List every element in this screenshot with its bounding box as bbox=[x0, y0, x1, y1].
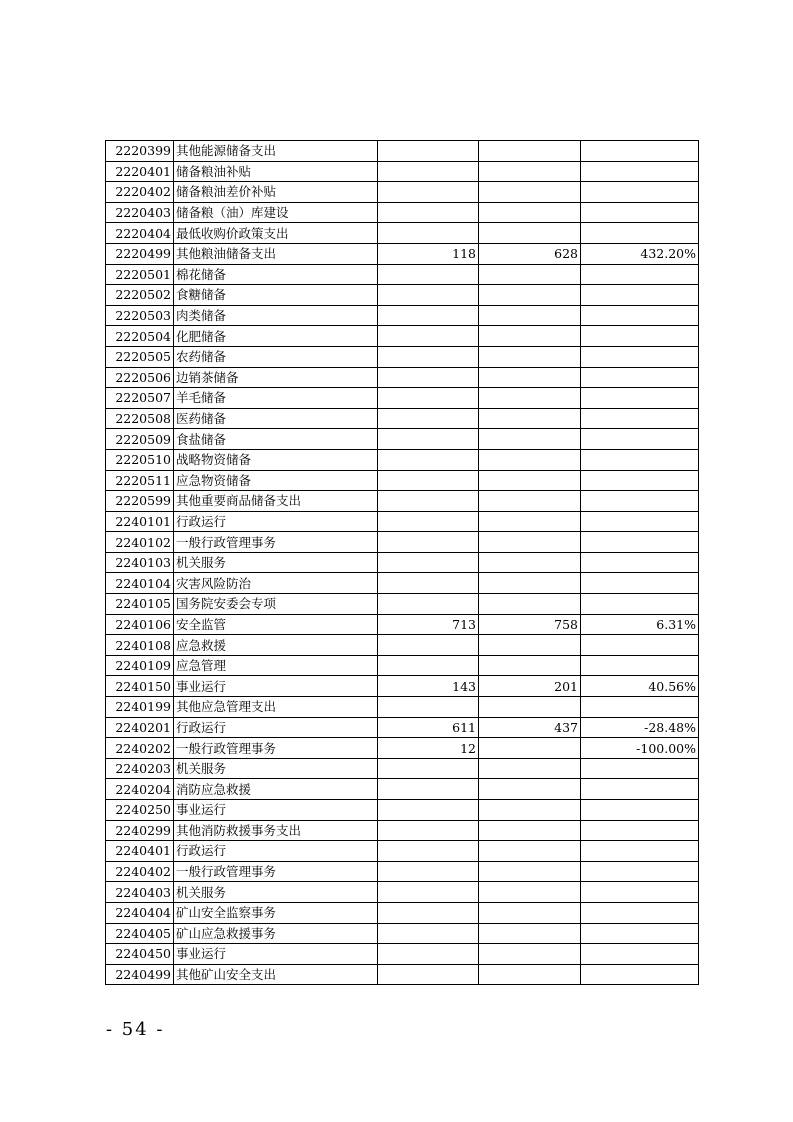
table-row bbox=[106, 635, 699, 656]
prior-year-value-cell bbox=[378, 697, 479, 718]
prior-year-value-cell bbox=[378, 491, 479, 512]
change-percent-cell: 6.31% bbox=[581, 614, 699, 635]
table-row bbox=[106, 676, 699, 697]
change-percent-cell bbox=[581, 902, 699, 923]
subject-name-cell: 一般行政管理事务 bbox=[174, 532, 378, 553]
table-row bbox=[106, 717, 699, 738]
prior-year-value-cell bbox=[378, 346, 479, 367]
subject-name-cell: 事业运行 bbox=[174, 676, 378, 697]
prior-year-value-cell bbox=[378, 594, 479, 615]
change-percent-cell: 40.56% bbox=[581, 676, 699, 697]
change-percent-cell bbox=[581, 841, 699, 862]
subject-code-cell: 2240450 bbox=[106, 944, 174, 965]
change-percent-cell bbox=[581, 923, 699, 944]
table-row bbox=[106, 511, 699, 532]
table-row bbox=[106, 738, 699, 759]
current-year-value-cell bbox=[479, 820, 581, 841]
subject-name-cell: 边销茶储备 bbox=[174, 367, 378, 388]
subject-name-cell: 最低收购价政策支出 bbox=[174, 223, 378, 244]
table-row bbox=[106, 346, 699, 367]
subject-code-cell: 2240402 bbox=[106, 861, 174, 882]
subject-name-cell: 行政运行 bbox=[174, 511, 378, 532]
table-row bbox=[106, 614, 699, 635]
current-year-value-cell bbox=[479, 367, 581, 388]
subject-name-cell: 消防应急救援 bbox=[174, 779, 378, 800]
change-percent-cell bbox=[581, 820, 699, 841]
subject-name-cell: 行政运行 bbox=[174, 717, 378, 738]
subject-code-cell: 2220501 bbox=[106, 264, 174, 285]
current-year-value-cell bbox=[479, 697, 581, 718]
subject-name-cell: 矿山应急救援事务 bbox=[174, 923, 378, 944]
change-percent-cell bbox=[581, 594, 699, 615]
prior-year-value-cell bbox=[378, 820, 479, 841]
change-percent-cell bbox=[581, 573, 699, 594]
current-year-value-cell bbox=[479, 285, 581, 306]
subject-code-cell: 2220504 bbox=[106, 326, 174, 347]
subject-name-cell: 食盐储备 bbox=[174, 429, 378, 450]
current-year-value-cell bbox=[479, 573, 581, 594]
subject-name-cell: 事业运行 bbox=[174, 800, 378, 821]
table-row bbox=[106, 388, 699, 409]
subject-code-cell: 2240404 bbox=[106, 902, 174, 923]
change-percent-cell bbox=[581, 882, 699, 903]
change-percent-cell bbox=[581, 285, 699, 306]
prior-year-value-cell bbox=[378, 655, 479, 676]
change-percent-cell bbox=[581, 388, 699, 409]
change-percent-cell bbox=[581, 305, 699, 326]
change-percent-cell bbox=[581, 944, 699, 965]
subject-name-cell: 机关服务 bbox=[174, 552, 378, 573]
table-row bbox=[106, 202, 699, 223]
subject-code-cell: 2240103 bbox=[106, 552, 174, 573]
table-row bbox=[106, 243, 699, 264]
subject-name-cell: 机关服务 bbox=[174, 882, 378, 903]
subject-code-cell: 2220511 bbox=[106, 470, 174, 491]
table-row bbox=[106, 223, 699, 244]
current-year-value-cell: 758 bbox=[479, 614, 581, 635]
current-year-value-cell bbox=[479, 552, 581, 573]
current-year-value-cell bbox=[479, 841, 581, 862]
table-row bbox=[106, 532, 699, 553]
subject-name-cell: 安全监管 bbox=[174, 614, 378, 635]
current-year-value-cell bbox=[479, 326, 581, 347]
change-percent-cell bbox=[581, 552, 699, 573]
prior-year-value-cell bbox=[378, 326, 479, 347]
prior-year-value-cell bbox=[378, 264, 479, 285]
change-percent-cell bbox=[581, 470, 699, 491]
prior-year-value-cell bbox=[378, 388, 479, 409]
prior-year-value-cell bbox=[378, 902, 479, 923]
subject-code-cell: 2220599 bbox=[106, 491, 174, 512]
table-row bbox=[106, 161, 699, 182]
subject-name-cell: 医药储备 bbox=[174, 408, 378, 429]
table-row bbox=[106, 367, 699, 388]
prior-year-value-cell bbox=[378, 141, 479, 162]
current-year-value-cell bbox=[479, 964, 581, 985]
current-year-value-cell bbox=[479, 635, 581, 656]
subject-name-cell: 储备粮油差价补贴 bbox=[174, 182, 378, 203]
change-percent-cell bbox=[581, 346, 699, 367]
prior-year-value-cell: 12 bbox=[378, 738, 479, 759]
current-year-value-cell bbox=[479, 408, 581, 429]
subject-code-cell: 2240150 bbox=[106, 676, 174, 697]
current-year-value-cell bbox=[479, 470, 581, 491]
table-body bbox=[106, 141, 699, 985]
subject-code-cell: 2240105 bbox=[106, 594, 174, 615]
subject-code-cell: 2240401 bbox=[106, 841, 174, 862]
current-year-value-cell bbox=[479, 388, 581, 409]
table-row bbox=[106, 902, 699, 923]
table-row bbox=[106, 964, 699, 985]
current-year-value-cell bbox=[479, 779, 581, 800]
current-year-value-cell bbox=[479, 511, 581, 532]
change-percent-cell bbox=[581, 697, 699, 718]
table-row bbox=[106, 491, 699, 512]
change-percent-cell bbox=[581, 429, 699, 450]
table-row bbox=[106, 141, 699, 162]
table-row bbox=[106, 944, 699, 965]
current-year-value-cell bbox=[479, 902, 581, 923]
subject-code-cell: 2240109 bbox=[106, 655, 174, 676]
subject-name-cell: 机关服务 bbox=[174, 758, 378, 779]
prior-year-value-cell: 713 bbox=[378, 614, 479, 635]
prior-year-value-cell bbox=[378, 408, 479, 429]
subject-name-cell: 其他矿山安全支出 bbox=[174, 964, 378, 985]
change-percent-cell: 432.20% bbox=[581, 243, 699, 264]
current-year-value-cell: 437 bbox=[479, 717, 581, 738]
subject-code-cell: 2240201 bbox=[106, 717, 174, 738]
subject-code-cell: 2240299 bbox=[106, 820, 174, 841]
current-year-value-cell bbox=[479, 449, 581, 470]
prior-year-value-cell bbox=[378, 223, 479, 244]
subject-code-cell: 2240203 bbox=[106, 758, 174, 779]
current-year-value-cell bbox=[479, 944, 581, 965]
table-row bbox=[106, 594, 699, 615]
subject-code-cell: 2240403 bbox=[106, 882, 174, 903]
subject-code-cell: 2220506 bbox=[106, 367, 174, 388]
table-row bbox=[106, 429, 699, 450]
table-row bbox=[106, 470, 699, 491]
subject-code-cell: 2240108 bbox=[106, 635, 174, 656]
current-year-value-cell bbox=[479, 429, 581, 450]
change-percent-cell: -100.00% bbox=[581, 738, 699, 759]
table-row bbox=[106, 573, 699, 594]
change-percent-cell bbox=[581, 635, 699, 656]
table-row bbox=[106, 655, 699, 676]
prior-year-value-cell bbox=[378, 635, 479, 656]
current-year-value-cell bbox=[479, 861, 581, 882]
subject-code-cell: 2220402 bbox=[106, 182, 174, 203]
table-row bbox=[106, 882, 699, 903]
page-number: - 54 - bbox=[106, 1019, 165, 1040]
subject-name-cell: 农药储备 bbox=[174, 346, 378, 367]
current-year-value-cell bbox=[479, 923, 581, 944]
current-year-value-cell: 628 bbox=[479, 243, 581, 264]
change-percent-cell bbox=[581, 326, 699, 347]
prior-year-value-cell bbox=[378, 449, 479, 470]
subject-name-cell: 其他应急管理支出 bbox=[174, 697, 378, 718]
subject-code-cell: 2220403 bbox=[106, 202, 174, 223]
table-row bbox=[106, 285, 699, 306]
subject-code-cell: 2240250 bbox=[106, 800, 174, 821]
change-percent-cell bbox=[581, 141, 699, 162]
prior-year-value-cell: 611 bbox=[378, 717, 479, 738]
subject-name-cell: 应急物资储备 bbox=[174, 470, 378, 491]
subject-name-cell: 其他消防救援事务支出 bbox=[174, 820, 378, 841]
current-year-value-cell bbox=[479, 161, 581, 182]
subject-code-cell: 2220404 bbox=[106, 223, 174, 244]
subject-code-cell: 2240106 bbox=[106, 614, 174, 635]
change-percent-cell bbox=[581, 161, 699, 182]
subject-name-cell: 棉花储备 bbox=[174, 264, 378, 285]
change-percent-cell bbox=[581, 964, 699, 985]
subject-code-cell: 2220502 bbox=[106, 285, 174, 306]
subject-name-cell: 应急救援 bbox=[174, 635, 378, 656]
prior-year-value-cell bbox=[378, 202, 479, 223]
current-year-value-cell bbox=[479, 738, 581, 759]
prior-year-value-cell bbox=[378, 923, 479, 944]
subject-name-cell: 国务院安委会专项 bbox=[174, 594, 378, 615]
subject-code-cell: 2240204 bbox=[106, 779, 174, 800]
subject-name-cell: 储备粮（油）库建设 bbox=[174, 202, 378, 223]
change-percent-cell bbox=[581, 408, 699, 429]
subject-code-cell: 2220507 bbox=[106, 388, 174, 409]
current-year-value-cell bbox=[479, 491, 581, 512]
current-year-value-cell bbox=[479, 655, 581, 676]
table-row bbox=[106, 264, 699, 285]
subject-code-cell: 2240102 bbox=[106, 532, 174, 553]
prior-year-value-cell bbox=[378, 429, 479, 450]
table-row bbox=[106, 758, 699, 779]
subject-name-cell: 其他能源储备支出 bbox=[174, 141, 378, 162]
subject-code-cell: 2220401 bbox=[106, 161, 174, 182]
prior-year-value-cell bbox=[378, 470, 479, 491]
subject-name-cell: 事业运行 bbox=[174, 944, 378, 965]
current-year-value-cell bbox=[479, 223, 581, 244]
change-percent-cell: -28.48% bbox=[581, 717, 699, 738]
change-percent-cell bbox=[581, 532, 699, 553]
current-year-value-cell bbox=[479, 305, 581, 326]
current-year-value-cell bbox=[479, 182, 581, 203]
subject-code-cell: 2240405 bbox=[106, 923, 174, 944]
change-percent-cell bbox=[581, 758, 699, 779]
table-row bbox=[106, 841, 699, 862]
table-row bbox=[106, 923, 699, 944]
prior-year-value-cell bbox=[378, 964, 479, 985]
current-year-value-cell bbox=[479, 202, 581, 223]
change-percent-cell bbox=[581, 223, 699, 244]
subject-name-cell: 其他重要商品储备支出 bbox=[174, 491, 378, 512]
subject-code-cell: 2240104 bbox=[106, 573, 174, 594]
prior-year-value-cell bbox=[378, 367, 479, 388]
budget-table bbox=[105, 140, 699, 985]
current-year-value-cell bbox=[479, 758, 581, 779]
change-percent-cell bbox=[581, 449, 699, 470]
prior-year-value-cell bbox=[378, 532, 479, 553]
subject-name-cell: 储备粮油补贴 bbox=[174, 161, 378, 182]
subject-code-cell: 2220510 bbox=[106, 449, 174, 470]
subject-name-cell: 一般行政管理事务 bbox=[174, 861, 378, 882]
change-percent-cell bbox=[581, 264, 699, 285]
prior-year-value-cell bbox=[378, 944, 479, 965]
current-year-value-cell: 201 bbox=[479, 676, 581, 697]
current-year-value-cell bbox=[479, 141, 581, 162]
prior-year-value-cell bbox=[378, 182, 479, 203]
change-percent-cell bbox=[581, 202, 699, 223]
subject-name-cell: 矿山安全监察事务 bbox=[174, 902, 378, 923]
table-row bbox=[106, 697, 699, 718]
change-percent-cell bbox=[581, 491, 699, 512]
table-row bbox=[106, 552, 699, 573]
current-year-value-cell bbox=[479, 346, 581, 367]
change-percent-cell bbox=[581, 779, 699, 800]
table-row bbox=[106, 861, 699, 882]
table-row bbox=[106, 449, 699, 470]
subject-name-cell: 灾害风险防治 bbox=[174, 573, 378, 594]
subject-name-cell: 羊毛储备 bbox=[174, 388, 378, 409]
table-row bbox=[106, 779, 699, 800]
current-year-value-cell bbox=[479, 882, 581, 903]
subject-name-cell: 化肥储备 bbox=[174, 326, 378, 347]
change-percent-cell bbox=[581, 800, 699, 821]
prior-year-value-cell: 118 bbox=[378, 243, 479, 264]
change-percent-cell bbox=[581, 367, 699, 388]
subject-code-cell: 2220503 bbox=[106, 305, 174, 326]
prior-year-value-cell bbox=[378, 573, 479, 594]
table-row bbox=[106, 820, 699, 841]
subject-name-cell: 应急管理 bbox=[174, 655, 378, 676]
prior-year-value-cell bbox=[378, 305, 479, 326]
table-row bbox=[106, 408, 699, 429]
subject-code-cell: 2220505 bbox=[106, 346, 174, 367]
prior-year-value-cell bbox=[378, 882, 479, 903]
subject-name-cell: 肉类储备 bbox=[174, 305, 378, 326]
current-year-value-cell bbox=[479, 532, 581, 553]
subject-name-cell: 食糖储备 bbox=[174, 285, 378, 306]
current-year-value-cell bbox=[479, 264, 581, 285]
prior-year-value-cell bbox=[378, 758, 479, 779]
subject-code-cell: 2240202 bbox=[106, 738, 174, 759]
subject-code-cell: 2220499 bbox=[106, 243, 174, 264]
change-percent-cell bbox=[581, 182, 699, 203]
subject-code-cell: 2240199 bbox=[106, 697, 174, 718]
current-year-value-cell bbox=[479, 800, 581, 821]
subject-code-cell: 2220399 bbox=[106, 141, 174, 162]
change-percent-cell bbox=[581, 861, 699, 882]
prior-year-value-cell bbox=[378, 800, 479, 821]
table-row bbox=[106, 305, 699, 326]
subject-name-cell: 战略物资储备 bbox=[174, 449, 378, 470]
prior-year-value-cell bbox=[378, 552, 479, 573]
current-year-value-cell bbox=[479, 594, 581, 615]
change-percent-cell bbox=[581, 511, 699, 532]
prior-year-value-cell bbox=[378, 285, 479, 306]
subject-name-cell: 其他粮油储备支出 bbox=[174, 243, 378, 264]
subject-code-cell: 2240499 bbox=[106, 964, 174, 985]
subject-name-cell: 行政运行 bbox=[174, 841, 378, 862]
change-percent-cell bbox=[581, 655, 699, 676]
prior-year-value-cell bbox=[378, 161, 479, 182]
subject-code-cell: 2220508 bbox=[106, 408, 174, 429]
prior-year-value-cell bbox=[378, 511, 479, 532]
subject-code-cell: 2220509 bbox=[106, 429, 174, 450]
subject-code-cell: 2240101 bbox=[106, 511, 174, 532]
table-row bbox=[106, 326, 699, 347]
prior-year-value-cell bbox=[378, 841, 479, 862]
prior-year-value-cell: 143 bbox=[378, 676, 479, 697]
subject-name-cell: 一般行政管理事务 bbox=[174, 738, 378, 759]
prior-year-value-cell bbox=[378, 779, 479, 800]
table-row bbox=[106, 182, 699, 203]
table-row bbox=[106, 800, 699, 821]
prior-year-value-cell bbox=[378, 861, 479, 882]
